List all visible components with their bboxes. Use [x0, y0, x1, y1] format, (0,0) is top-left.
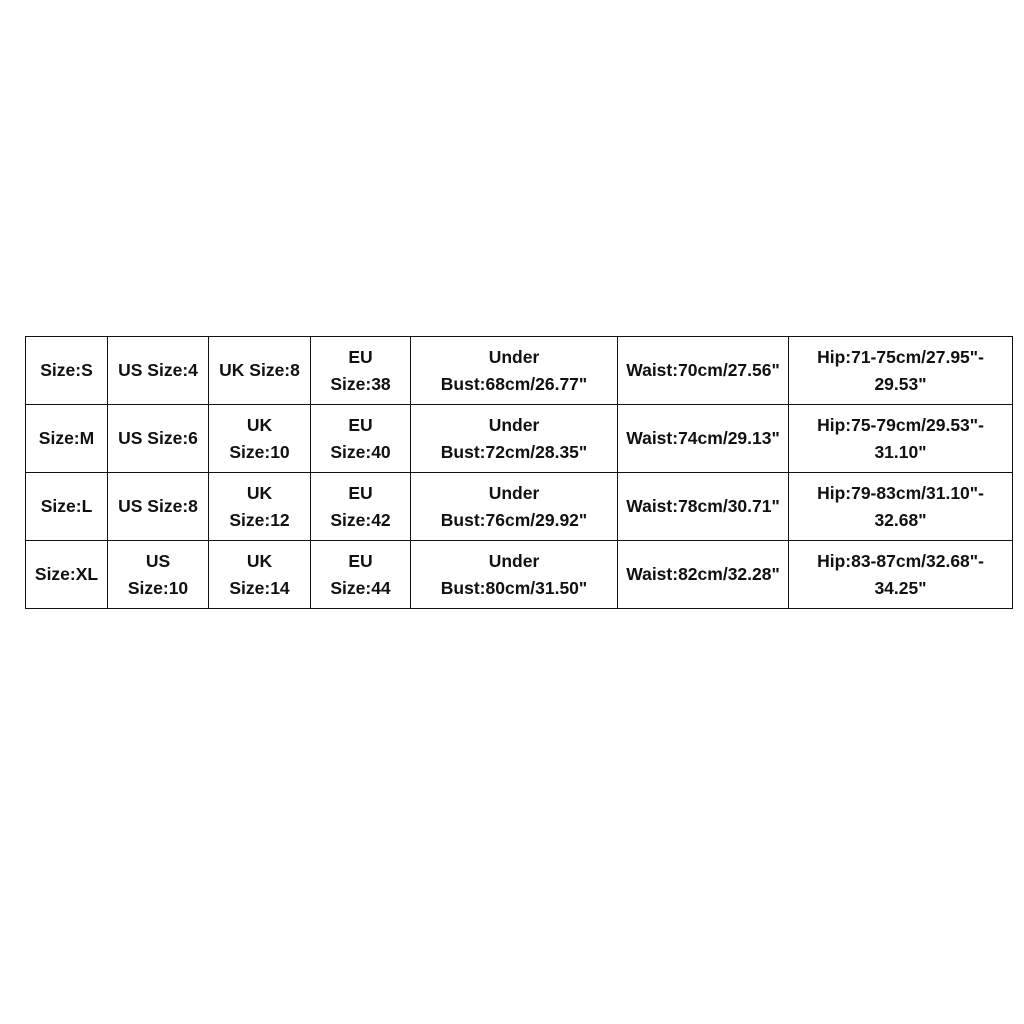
cell-text-line: Waist:82cm/32.28"	[626, 564, 780, 584]
cell-text-line: US	[145, 550, 171, 571]
cell-us-size	[108, 473, 209, 541]
size-chart-table	[25, 336, 1013, 609]
cell-text-line: Size:14	[229, 577, 290, 598]
cell-under-bust	[411, 541, 618, 609]
cell-waist	[618, 405, 789, 473]
cell-text-line: Waist:74cm/29.13"	[626, 428, 780, 448]
cell-text-line: Under	[488, 482, 540, 503]
cell-text-line: Under	[488, 550, 540, 571]
cell-size-label	[26, 541, 108, 609]
cell-text-line: Under	[488, 414, 540, 435]
cell-text-line: Bust:80cm/31.50"	[440, 577, 588, 598]
cell-text-line: Size:12	[229, 509, 290, 530]
cell-text-line: 34.25"	[874, 577, 927, 598]
cell-text-line: Waist:70cm/27.56"	[626, 360, 780, 380]
cell-text-line: US Size:4	[118, 360, 198, 380]
cell-text-line: 29.53"	[874, 373, 927, 394]
cell-text-line: Size:38	[330, 373, 391, 394]
cell-eu-size	[311, 337, 411, 405]
cell-uk-size	[209, 473, 311, 541]
cell-text-line: Hip:79-83cm/31.10"-	[817, 482, 984, 503]
cell-text-line: EU	[348, 550, 373, 571]
cell-text-line: Size:M	[38, 428, 95, 448]
table-row	[26, 405, 1013, 473]
cell-text-line: UK	[246, 550, 273, 571]
cell-text-line: Bust:68cm/26.77"	[440, 373, 588, 394]
cell-size-label	[26, 337, 108, 405]
cell-under-bust	[411, 405, 618, 473]
cell-text-line: Size:10	[127, 577, 189, 598]
cell-uk-size	[209, 541, 311, 609]
cell-uk-size	[209, 337, 311, 405]
cell-us-size	[108, 405, 209, 473]
size-chart-body	[26, 337, 1013, 609]
cell-uk-size	[209, 405, 311, 473]
cell-text-line: EU	[348, 482, 373, 503]
cell-us-size	[108, 541, 209, 609]
cell-text-line: EU	[348, 414, 373, 435]
cell-eu-size	[311, 541, 411, 609]
cell-size-label	[26, 405, 108, 473]
cell-us-size	[108, 337, 209, 405]
cell-text-line: Size:XL	[34, 564, 99, 584]
cell-text-line: Waist:78cm/30.71"	[626, 496, 780, 516]
cell-eu-size	[311, 405, 411, 473]
cell-waist	[618, 473, 789, 541]
cell-size-label	[26, 473, 108, 541]
cell-under-bust	[411, 337, 618, 405]
cell-waist	[618, 337, 789, 405]
cell-text-line: US Size:6	[118, 428, 198, 448]
cell-text-line: Under	[488, 346, 540, 367]
cell-text-line: Hip:83-87cm/32.68"-	[817, 550, 984, 571]
cell-text-line: Size:40	[330, 441, 391, 462]
cell-text-line: EU	[348, 346, 373, 367]
cell-hip	[789, 337, 1013, 405]
cell-hip	[789, 473, 1013, 541]
cell-text-line: Hip:75-79cm/29.53"-	[817, 414, 984, 435]
table-row	[26, 541, 1013, 609]
cell-text-line: 31.10"	[874, 441, 927, 462]
cell-text-line: Size:L	[40, 496, 93, 516]
table-row	[26, 337, 1013, 405]
cell-text-line: UK	[246, 414, 273, 435]
cell-hip	[789, 541, 1013, 609]
cell-hip	[789, 405, 1013, 473]
cell-text-line: UK Size:8	[219, 360, 300, 380]
cell-text-line: US Size:8	[118, 496, 198, 516]
cell-text-line: Size:S	[40, 360, 93, 380]
cell-text-line: 32.68"	[874, 509, 927, 530]
cell-under-bust	[411, 473, 618, 541]
cell-text-line: Bust:76cm/29.92"	[440, 509, 588, 530]
cell-text-line: UK	[246, 482, 273, 503]
cell-text-line: Hip:71-75cm/27.95"-	[817, 346, 984, 367]
cell-eu-size	[311, 473, 411, 541]
table-row	[26, 473, 1013, 541]
cell-waist	[618, 541, 789, 609]
cell-text-line: Size:10	[229, 441, 290, 462]
cell-text-line: Size:44	[330, 577, 391, 598]
cell-text-line: Bust:72cm/28.35"	[440, 441, 588, 462]
cell-text-line: Size:42	[330, 509, 391, 530]
